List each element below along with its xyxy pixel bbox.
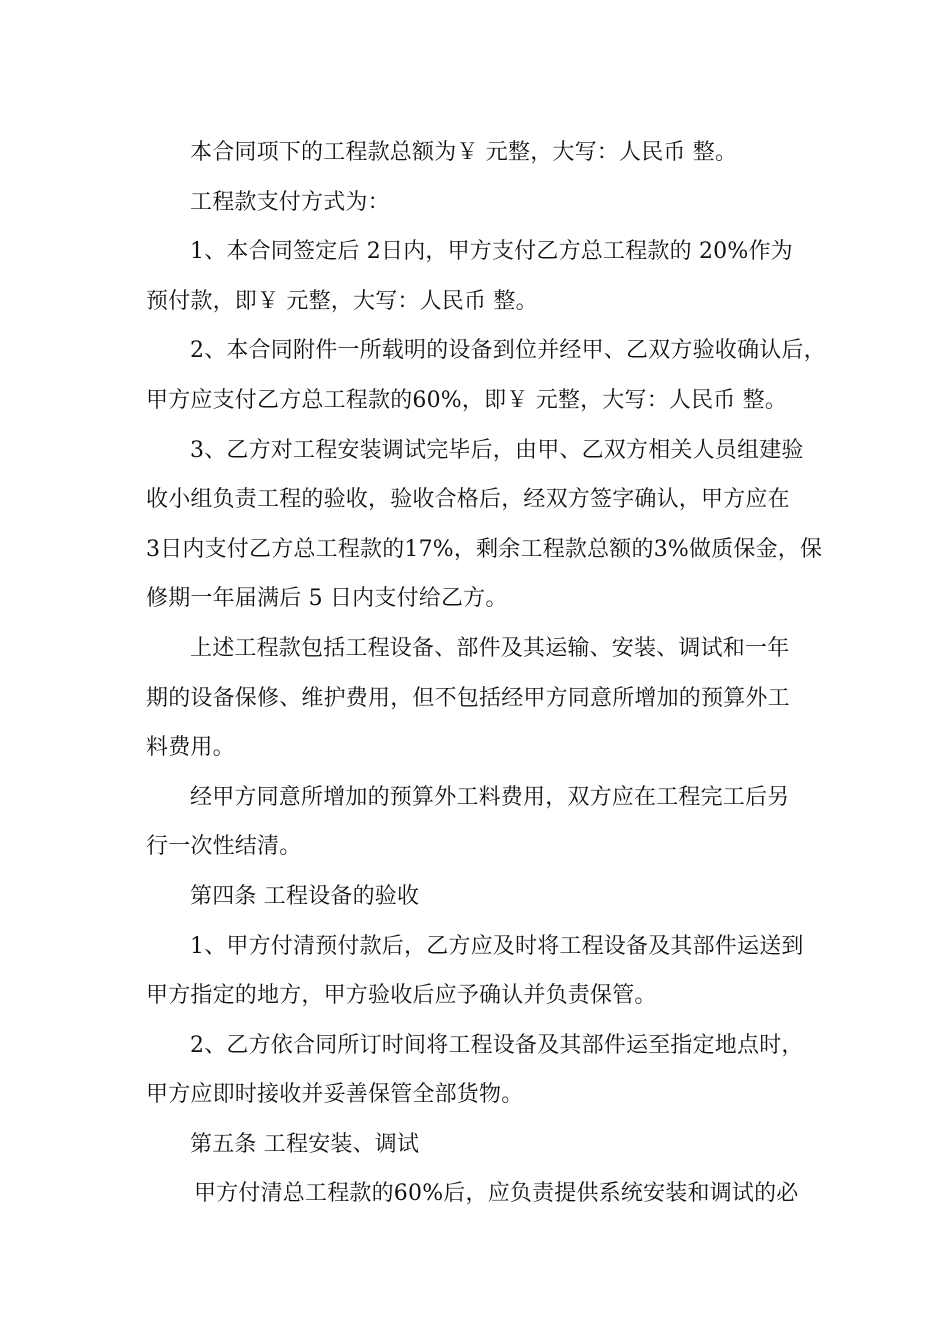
paragraph-total-amount: 本合同项下的工程款总额为￥ 元整，大写：人民币 整。 bbox=[190, 140, 738, 165]
paragraph-item-3-line-1: 3、乙方对工程安装调试完毕后，由甲、乙双方相关人员组建验 bbox=[190, 437, 804, 463]
paragraph-scope-line-3: 料费用。 bbox=[146, 735, 235, 761]
paragraph-item-3-line-4: 修期一年届满后 5 日内支付给乙方。 bbox=[146, 586, 508, 612]
paragraph-item-3-line-2: 收小组负责工程的验收，验收合格后，经双方签字确认，甲方应在 bbox=[146, 487, 790, 513]
paragraph-item-1-line-2: 预付款，即￥ 元整，大写：人民币 整。 bbox=[146, 288, 538, 314]
paragraph-settlement-line-1: 经甲方同意所增加的预算外工料费用，双方应在工程完工后另 bbox=[190, 784, 790, 810]
paragraph-article-4-item-2-line-1: 2、乙方依合同所订时间将工程设备及其部件运至指定地点时， bbox=[190, 1032, 804, 1058]
paragraph-article-4-item-2-line-2: 甲方应即时接收并妥善保管全部货物。 bbox=[146, 1082, 524, 1108]
document-body bbox=[146, 128, 826, 1219]
paragraph-item-2-line-2: 甲方应支付乙方总工程款的60%，即￥ 元整，大写：人民币 整。 bbox=[146, 387, 788, 413]
paragraph-item-2-line-1: 2、本合同附件一所载明的设备到位并经甲、乙双方验收确认后， bbox=[190, 338, 826, 364]
paragraph-article-5-line-1: 甲方付清总工程款的60%后，应负责提供系统安装和调试的必 bbox=[194, 1181, 799, 1207]
paragraph-article-4-item-1-line-2: 甲方指定的地方，甲方验收后应予确认并负责保管。 bbox=[146, 983, 657, 1009]
section-heading-article-5: 第五条 工程安装、调试 bbox=[190, 1131, 420, 1157]
paragraph-item-3-line-3: 3日内支付乙方总工程款的17%，剩余工程款总额的3%做质保金，保 bbox=[146, 536, 823, 562]
paragraph-article-4-item-1-line-1: 1、甲方付清预付款后，乙方应及时将工程设备及其部件运送到 bbox=[190, 933, 804, 959]
paragraph-item-1-line-1: 1、本合同签定后 2日内，甲方支付乙方总工程款的 20%作为 bbox=[190, 239, 793, 265]
section-heading-article-4: 第四条 工程设备的验收 bbox=[190, 883, 420, 909]
paragraph-scope-line-1: 上述工程款包括工程设备、部件及其运输、安装、调试和一年 bbox=[190, 635, 790, 661]
paragraph-scope-line-2: 期的设备保修、维护费用，但不包括经甲方同意所增加的预算外工 bbox=[146, 685, 790, 711]
paragraph-settlement-line-2: 行一次性结清。 bbox=[146, 834, 302, 860]
paragraph-payment-method: 工程款支付方式为： bbox=[190, 189, 390, 215]
